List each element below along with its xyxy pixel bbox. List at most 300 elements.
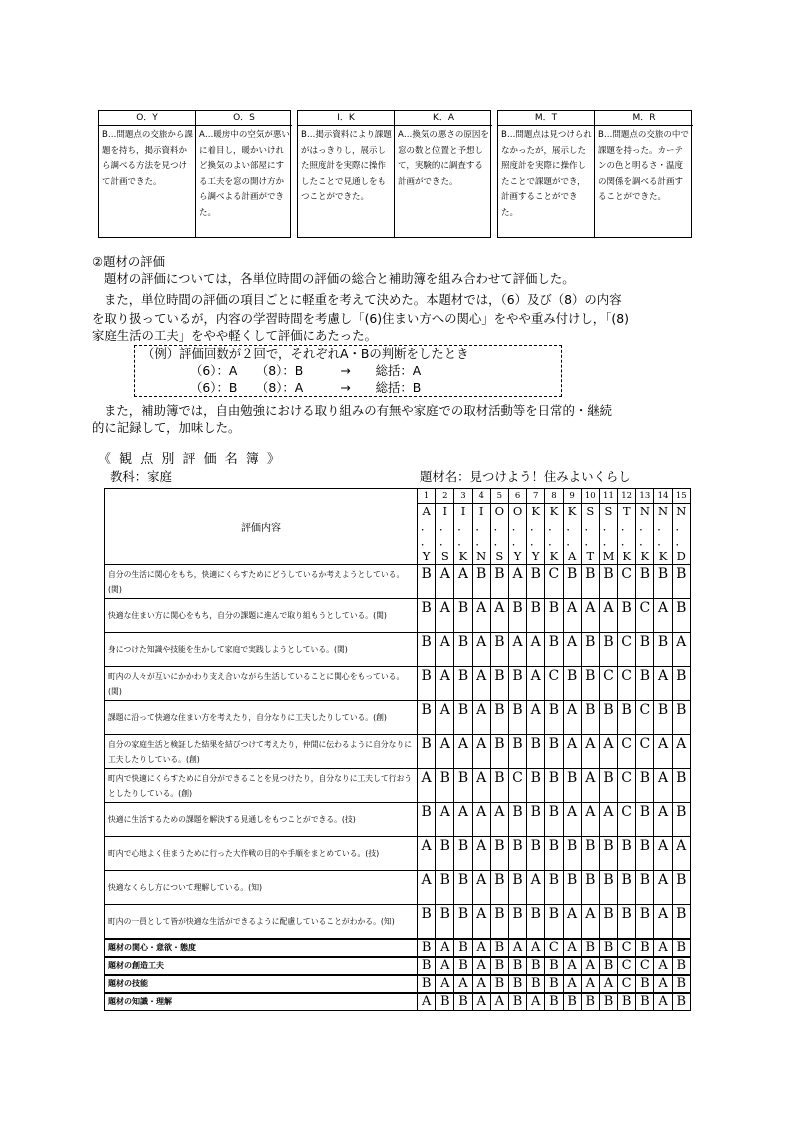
grade-cell: A bbox=[472, 769, 490, 803]
grade-cell: A bbox=[527, 667, 545, 701]
student-comment bbox=[298, 111, 394, 237]
student-comment bbox=[195, 111, 292, 237]
grade-cell: B bbox=[618, 993, 636, 1011]
grade-cell: B bbox=[472, 565, 490, 599]
grade-cell: B bbox=[527, 735, 545, 769]
student-name: M．R bbox=[595, 111, 693, 126]
grade-cell: B bbox=[527, 957, 545, 975]
evaluation-row bbox=[105, 871, 691, 905]
grade-cell: B bbox=[454, 871, 472, 905]
grade-cell: C bbox=[508, 769, 526, 803]
grade-cell: A bbox=[599, 975, 617, 993]
initial-dot: ． bbox=[511, 519, 524, 533]
grade-cell: A bbox=[490, 803, 508, 837]
grade-cell: B bbox=[490, 633, 508, 667]
grade-cell: B bbox=[636, 993, 654, 1011]
grade-cell: C bbox=[636, 957, 654, 975]
subject-label: 教科：家庭 bbox=[110, 469, 172, 484]
grade-cell: B bbox=[672, 957, 690, 975]
grade-cell: B bbox=[599, 957, 617, 975]
grade-cell: C bbox=[618, 957, 636, 975]
grade-cell: A bbox=[581, 599, 599, 633]
student-number: 12 bbox=[618, 489, 636, 504]
grade-cell: B bbox=[581, 993, 599, 1011]
grade-cell: B bbox=[490, 565, 508, 599]
grade-cell: A bbox=[654, 735, 672, 769]
grade-cell: B bbox=[636, 667, 654, 701]
grade-cell: B bbox=[436, 871, 454, 905]
grade-cell: A bbox=[672, 735, 690, 769]
grade-cell: A bbox=[472, 939, 490, 957]
grade-cell: B bbox=[563, 667, 581, 701]
summary-row bbox=[105, 993, 691, 1011]
student-name: M．T bbox=[498, 111, 594, 126]
summary-item: 題材の技能 bbox=[105, 975, 418, 993]
student-number: 8 bbox=[545, 489, 563, 504]
grade-cell: A bbox=[490, 993, 508, 1011]
sheet-title: 《 観 点 別 評 価 名 簿 》 bbox=[98, 452, 283, 467]
grade-cell: B bbox=[527, 905, 545, 940]
student-comment bbox=[99, 111, 195, 237]
grade-cell: C bbox=[618, 939, 636, 957]
student-initials bbox=[454, 504, 472, 565]
grade-cell: B bbox=[418, 599, 436, 633]
grade-cell: A bbox=[472, 837, 490, 871]
grade-cell: B bbox=[454, 905, 472, 940]
grade-cell: B bbox=[418, 565, 436, 599]
grade-cell: A bbox=[654, 957, 672, 975]
grade-cell: B bbox=[527, 803, 545, 837]
student-number: 13 bbox=[636, 489, 654, 504]
initial-dot: ． bbox=[584, 534, 597, 548]
evaluation-item: 自分の家庭生活と検証した結果を結びつけて考えたり，仲間に伝わるように自分なりに工夫したりしている。(創) bbox=[105, 735, 418, 769]
grade-cell: B bbox=[618, 599, 636, 633]
evaluation-item: 町内で快適にくらすために自分ができることを見つけたり，自分なりに工夫して行おうとしたりしている。(創) bbox=[105, 769, 418, 803]
grade-cell: A bbox=[527, 701, 545, 735]
grade-cell: A bbox=[563, 735, 581, 769]
grade-cell: B bbox=[490, 735, 508, 769]
grade-cell: B bbox=[581, 633, 599, 667]
grade-cell: A bbox=[436, 701, 454, 735]
initial-dot: ． bbox=[493, 534, 506, 548]
student-number: 7 bbox=[527, 489, 545, 504]
student-initials bbox=[672, 504, 690, 565]
grade-cell: B bbox=[508, 905, 526, 940]
grade-cell: B bbox=[672, 871, 690, 905]
grade-cell: A bbox=[563, 975, 581, 993]
grade-cell: A bbox=[527, 993, 545, 1011]
summary-item: 題材の知識・理解 bbox=[105, 993, 418, 1011]
grade-cell: B bbox=[672, 939, 690, 957]
grade-cell: A bbox=[472, 633, 490, 667]
initial-second: K bbox=[549, 549, 559, 563]
comment-text: B…問題点の交旅の中で課題を持った。カーテンの色と明るさ・温度の関係を調べる計画することができた。 bbox=[598, 130, 689, 203]
initial-first: S bbox=[586, 504, 595, 518]
grade-cell: B bbox=[508, 735, 526, 769]
grade-cell: A bbox=[654, 939, 672, 957]
grade-cell: C bbox=[618, 565, 636, 599]
grade-cell: A bbox=[508, 565, 526, 599]
grade-cell: A bbox=[563, 957, 581, 975]
initial-dot: ． bbox=[657, 519, 669, 533]
grade-cell: B bbox=[527, 565, 545, 599]
evaluation-item: 身につけた知識や技能を生かして家庭で実践しようとしている。(関) bbox=[105, 633, 418, 667]
example-line-1: （例）評価回数が２回で，それぞれA・Bの判断をしたとき bbox=[142, 346, 469, 361]
grade-cell: A bbox=[672, 633, 690, 667]
initial-dot: ． bbox=[548, 519, 560, 533]
grade-cell: A bbox=[527, 939, 545, 957]
paragraph-3-line-1: また，補助簿では，自由勉強における取り組みの有無や家庭での取材活動等を日常的・継続 bbox=[104, 403, 613, 418]
grade-cell: A bbox=[508, 939, 526, 957]
grade-cell: B bbox=[527, 837, 545, 871]
grade-cell: A bbox=[581, 803, 599, 837]
evaluation-item: 快適に生活するための課題を解決する見通しをもつことができる。(技) bbox=[105, 803, 418, 837]
initial-second: N bbox=[476, 549, 487, 563]
grade-cell: B bbox=[418, 735, 436, 769]
grade-cell: A bbox=[563, 633, 581, 667]
grade-cell: C bbox=[618, 667, 636, 701]
evaluation-item: 自分の生活に関心をもち，快適にくらすためにどうしているか考えようとしている。(関) bbox=[105, 565, 418, 599]
grade-cell: B bbox=[618, 701, 636, 735]
grade-cell: B bbox=[563, 871, 581, 905]
student-number: 1 bbox=[418, 489, 436, 504]
summary-row bbox=[105, 957, 691, 975]
grade-cell: B bbox=[672, 993, 690, 1011]
initial-dot: ． bbox=[493, 519, 506, 533]
evaluation-row bbox=[105, 633, 691, 667]
paragraph-3-line-2: 的に記録して，加味した。 bbox=[92, 420, 241, 435]
example-line-3: （6）：B （8）：A → 総括：B bbox=[190, 380, 422, 395]
example-line-2: （6）：A （8）：B → 総括：A bbox=[190, 363, 422, 378]
grade-cell: B bbox=[454, 701, 472, 735]
summary-row bbox=[105, 939, 691, 957]
grade-cell: B bbox=[599, 993, 617, 1011]
initial-dot: ． bbox=[602, 534, 615, 548]
grade-cell: B bbox=[545, 975, 563, 993]
student-initials bbox=[527, 504, 545, 565]
grade-cell: B bbox=[581, 871, 599, 905]
grade-cell: B bbox=[454, 957, 472, 975]
initial-first: K bbox=[567, 504, 577, 518]
comment-text: B…問題点は見つけられなかったが，展示した照度計を実際に操作したことで課題ができ，計画することができた。 bbox=[501, 130, 592, 218]
evaluation-item: 課題に沿って快適な住まい方を考えたり，自分なりに工夫したりしている。(創) bbox=[105, 701, 418, 735]
student-initials bbox=[436, 504, 454, 565]
evaluation-row bbox=[105, 735, 691, 769]
initial-dot: ． bbox=[566, 519, 578, 533]
grade-cell: B bbox=[508, 957, 526, 975]
grade-cell: A bbox=[581, 905, 599, 940]
grade-cell: B bbox=[454, 633, 472, 667]
grade-cell: C bbox=[545, 667, 563, 701]
grade-cell: C bbox=[618, 735, 636, 769]
grade-cell: B bbox=[672, 667, 690, 701]
initial-second: M bbox=[602, 549, 615, 563]
grade-cell: B bbox=[454, 667, 472, 701]
summary-item: 題材の創造工夫 bbox=[105, 957, 418, 975]
grade-cell: B bbox=[454, 769, 472, 803]
summary-item: 題材の関心・意欲・態度 bbox=[105, 939, 418, 957]
grade-cell: B bbox=[545, 837, 563, 871]
grade-cell: B bbox=[418, 939, 436, 957]
grade-cell: B bbox=[545, 871, 563, 905]
grade-cell: A bbox=[454, 735, 472, 769]
initial-first: I bbox=[478, 504, 484, 518]
initial-first: O bbox=[512, 504, 523, 518]
initial-dot: ． bbox=[420, 534, 433, 548]
initial-dot: ． bbox=[475, 534, 487, 548]
grade-cell: A bbox=[654, 993, 672, 1011]
grade-cell: B bbox=[672, 599, 690, 633]
header-label: 評価内容 bbox=[105, 489, 418, 565]
grade-cell: B bbox=[490, 769, 508, 803]
evaluation-item: 町内の人々が互いにかかわり支え合いながら生活していることに関心をもっている。(関) bbox=[105, 667, 418, 701]
student-initials bbox=[490, 504, 508, 565]
grade-cell: B bbox=[563, 769, 581, 803]
evaluation-row bbox=[105, 701, 691, 735]
grade-cell: B bbox=[490, 701, 508, 735]
evaluation-row bbox=[105, 599, 691, 633]
grade-cell: B bbox=[545, 993, 563, 1011]
grade-cell: A bbox=[436, 565, 454, 599]
grade-cell: B bbox=[636, 803, 654, 837]
grade-cell: A bbox=[599, 599, 617, 633]
grade-cell: B bbox=[618, 837, 636, 871]
evaluation-item: 町内の一員として皆が快適な生活ができるように配慮していることがわかる。(知) bbox=[105, 905, 418, 940]
grade-cell: B bbox=[672, 565, 690, 599]
initial-dot: ． bbox=[584, 519, 597, 533]
initial-second: S bbox=[495, 549, 504, 563]
grade-cell: C bbox=[636, 735, 654, 769]
grade-cell: B bbox=[599, 939, 617, 957]
grade-cell: B bbox=[508, 837, 526, 871]
initial-first: O bbox=[494, 504, 505, 518]
initial-first: N bbox=[658, 504, 669, 518]
grade-cell: B bbox=[490, 939, 508, 957]
initial-dot: ． bbox=[620, 519, 633, 533]
topic-label: 題材名：見つけよう！住みよいくらし bbox=[420, 469, 631, 484]
grade-cell: A bbox=[654, 975, 672, 993]
grade-cell: B bbox=[418, 803, 436, 837]
grade-cell: B bbox=[545, 633, 563, 667]
student-initials bbox=[472, 504, 490, 565]
grade-cell: A bbox=[436, 975, 454, 993]
grade-cell: B bbox=[636, 939, 654, 957]
grade-cell: A bbox=[436, 939, 454, 957]
grade-cell: A bbox=[508, 633, 526, 667]
grade-cell: B bbox=[672, 769, 690, 803]
grade-cell: B bbox=[454, 993, 472, 1011]
initial-dot: ． bbox=[639, 534, 651, 548]
grade-cell: A bbox=[418, 871, 436, 905]
comment-text: B…掲示資料により課題がはっきりし，展示した照度計を実際に操作したことで見通しをもつことができた。 bbox=[301, 130, 392, 203]
initial-first: A bbox=[422, 504, 431, 518]
grade-cell: B bbox=[563, 993, 581, 1011]
student-initials bbox=[545, 504, 563, 565]
student-initials bbox=[563, 504, 581, 565]
paragraph-2-line-1: また，単位時間の評価の項目ごとに軽重を考えて決めた。本題材では，（6）及び（8）の内容 bbox=[104, 292, 622, 307]
grade-cell: A bbox=[563, 599, 581, 633]
grade-cell: A bbox=[436, 667, 454, 701]
grade-cell: A bbox=[563, 905, 581, 940]
initial-first: N bbox=[676, 504, 687, 518]
grade-cell: A bbox=[490, 599, 508, 633]
initial-dot: ． bbox=[439, 519, 451, 533]
grade-cell: B bbox=[599, 565, 617, 599]
initial-second: T bbox=[586, 549, 595, 563]
initial-dot: ． bbox=[657, 534, 669, 548]
initial-dot: ． bbox=[529, 519, 542, 533]
grade-cell: B bbox=[581, 565, 599, 599]
grade-cell: B bbox=[618, 905, 636, 940]
grade-cell: C bbox=[636, 701, 654, 735]
grade-cell: A bbox=[472, 599, 490, 633]
grade-cell: B bbox=[581, 701, 599, 735]
initial-second: K bbox=[622, 549, 631, 563]
grade-cell: A bbox=[436, 803, 454, 837]
grade-cell: B bbox=[599, 837, 617, 871]
grade-cell: B bbox=[581, 837, 599, 871]
evaluation-row bbox=[105, 667, 691, 701]
grade-cell: B bbox=[436, 993, 454, 1011]
grade-cell: A bbox=[436, 633, 454, 667]
grade-cell: B bbox=[527, 975, 545, 993]
grade-cell: B bbox=[545, 803, 563, 837]
grade-cell: B bbox=[508, 803, 526, 837]
grade-cell: C bbox=[599, 667, 617, 701]
initial-first: K bbox=[549, 504, 559, 518]
grade-cell: B bbox=[545, 701, 563, 735]
grade-cell: B bbox=[508, 871, 526, 905]
initial-second: Y bbox=[513, 549, 522, 563]
grade-cell: B bbox=[654, 701, 672, 735]
evaluation-row bbox=[105, 803, 691, 837]
student-name: K．A bbox=[395, 111, 492, 126]
grade-cell: A bbox=[472, 667, 490, 701]
grade-cell: B bbox=[545, 599, 563, 633]
grade-cell: B bbox=[599, 871, 617, 905]
initial-dot: ． bbox=[639, 519, 651, 533]
student-initials bbox=[599, 504, 617, 565]
initial-dot: ． bbox=[420, 519, 433, 533]
student-number: 3 bbox=[454, 489, 472, 504]
grade-cell: A bbox=[527, 871, 545, 905]
initial-dot: ． bbox=[675, 534, 687, 548]
initial-first: T bbox=[622, 504, 631, 518]
grade-cell: B bbox=[527, 769, 545, 803]
initial-dot: ． bbox=[566, 534, 578, 548]
grade-cell: B bbox=[454, 599, 472, 633]
grade-cell: B bbox=[636, 565, 654, 599]
grade-cell: B bbox=[599, 701, 617, 735]
grade-cell: A bbox=[672, 837, 690, 871]
comment-text: A…暖房中の空気が悪いに着目し，暖かいけれど換気のよい部屋にする工夫を窓の開け方から調べよる計画ができた。 bbox=[199, 130, 290, 218]
grade-cell: A bbox=[563, 939, 581, 957]
grade-cell: A bbox=[436, 599, 454, 633]
initial-dot: ． bbox=[602, 519, 615, 533]
grade-cell: A bbox=[418, 769, 436, 803]
student-number: 5 bbox=[490, 489, 508, 504]
student-number: 11 bbox=[599, 489, 617, 504]
grade-cell: B bbox=[672, 701, 690, 735]
grade-cell: B bbox=[418, 975, 436, 993]
student-number: 10 bbox=[581, 489, 599, 504]
initial-first: I bbox=[442, 504, 448, 518]
grade-cell: A bbox=[654, 871, 672, 905]
grade-cell: B bbox=[545, 957, 563, 975]
evaluation-item: 快適なくらし方について理解している。(知) bbox=[105, 871, 418, 905]
section-heading: ②題材の評価 bbox=[92, 254, 166, 269]
comment-text: A…換気の悪さの原因を窓の数と位置と予想して，実験的に調査する計画ができた。 bbox=[398, 130, 489, 187]
grade-cell: A bbox=[581, 769, 599, 803]
grade-cell: A bbox=[654, 837, 672, 871]
initial-second: K bbox=[458, 549, 468, 563]
student-name: O．Y bbox=[99, 111, 195, 126]
grade-cell: A bbox=[454, 975, 472, 993]
student-initials bbox=[636, 504, 654, 565]
grade-cell: A bbox=[654, 667, 672, 701]
initial-second: Y bbox=[422, 549, 431, 563]
grade-cell: A bbox=[654, 599, 672, 633]
paragraph-2-line-2: を取り扱っているが，内容の学習時間を考慮し「(6)住まい方への関心」をやや重み付けし，「(8) bbox=[92, 311, 629, 326]
student-number: 2 bbox=[436, 489, 454, 504]
student-comment bbox=[594, 111, 693, 237]
initial-second: S bbox=[440, 549, 449, 563]
grade-cell: B bbox=[508, 993, 526, 1011]
grade-cell: B bbox=[545, 769, 563, 803]
grade-cell: A bbox=[581, 957, 599, 975]
grade-cell: B bbox=[527, 599, 545, 633]
student-initials bbox=[418, 504, 436, 565]
grade-cell: B bbox=[636, 837, 654, 871]
initial-first: K bbox=[531, 504, 541, 518]
initial-dot: ． bbox=[475, 519, 487, 533]
grade-cell: A bbox=[599, 803, 617, 837]
grade-cell: A bbox=[472, 871, 490, 905]
student-name: O．S bbox=[196, 111, 292, 126]
initial-second: A bbox=[567, 549, 577, 563]
grade-cell: A bbox=[581, 975, 599, 993]
grade-cell: B bbox=[436, 837, 454, 871]
grade-cell: B bbox=[636, 769, 654, 803]
student-comment bbox=[498, 111, 594, 237]
student-comment-boxes bbox=[98, 110, 692, 238]
grade-cell: B bbox=[636, 975, 654, 993]
student-number: 4 bbox=[472, 489, 490, 504]
grade-cell: B bbox=[454, 837, 472, 871]
grade-cell: B bbox=[418, 633, 436, 667]
grade-cell: B bbox=[672, 803, 690, 837]
grade-cell: B bbox=[636, 633, 654, 667]
grade-cell: B bbox=[508, 599, 526, 633]
grade-cell: B bbox=[436, 905, 454, 940]
initial-first: I bbox=[460, 504, 466, 518]
initial-dot: ． bbox=[529, 534, 542, 548]
initial-second: K bbox=[640, 549, 650, 563]
evaluation-row bbox=[105, 769, 691, 803]
grade-cell: A bbox=[563, 701, 581, 735]
grade-cell: B bbox=[599, 769, 617, 803]
student-initials bbox=[581, 504, 599, 565]
evaluation-item: 町内で心地よく住まうために行った大作戦の目的や手順をまとめている。(技) bbox=[105, 837, 418, 871]
grade-cell: B bbox=[654, 633, 672, 667]
initial-second: Y bbox=[531, 549, 540, 563]
grade-cell: B bbox=[672, 905, 690, 940]
grade-cell: B bbox=[490, 975, 508, 993]
initial-dot: ． bbox=[439, 534, 451, 548]
initial-second: K bbox=[658, 549, 668, 563]
grade-cell: C bbox=[618, 633, 636, 667]
grade-cell: B bbox=[508, 975, 526, 993]
